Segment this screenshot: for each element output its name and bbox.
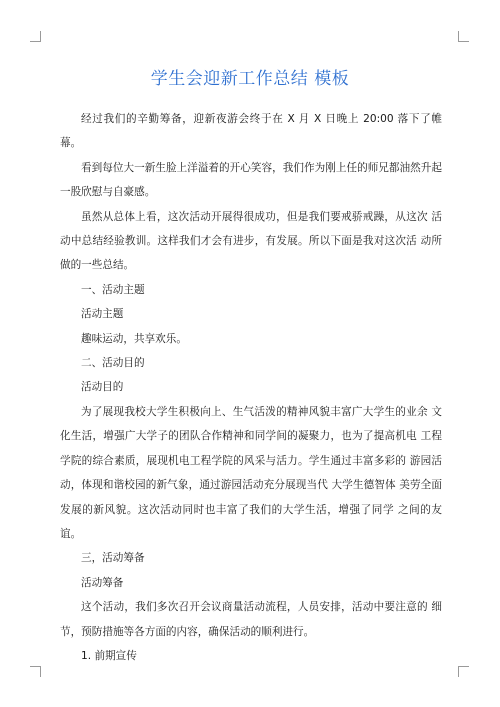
paragraph-freshmen-smiles: 看到每位大一新生脸上洋溢着的开心笑容，我们作为刚上任的师兄都油然升起 一股欣慰与自豪感。 bbox=[60, 161, 442, 199]
paragraph-intro: 经过我们的辛勤筹备，迎新夜游会终于在 X 月 X 日晚上 20:00 落下了帷幕。 bbox=[60, 113, 442, 150]
document-body bbox=[60, 107, 442, 668]
paragraph-preparation: 这个活动，我们多次召开会议商量活动流程，人员安排，活动中要注意的 细节，预防措施等各方面的内容，确保活动的顺利进行。 bbox=[60, 601, 442, 638]
subheading-purpose: 活动目的 bbox=[81, 381, 124, 394]
crop-mark-top-left bbox=[30, 31, 41, 42]
section-heading-theme: 一、活动主题 bbox=[81, 283, 145, 296]
crop-mark-bottom-right bbox=[458, 666, 469, 677]
subheading-theme: 活动主题 bbox=[81, 308, 124, 321]
list-item-publicity: 1. 前期宣传 bbox=[81, 649, 137, 662]
paragraph-purpose: 为了展现我校大学生积极向上、生气活泼的精神风貌丰富广大学生的业余 文化生活，增强广大学子的团队合作精神和同学间的凝聚力，也为了提高机电 工程学院的综合素质，展现机电工程学院的风采与活力。学生通过丰富多彩的 游园活动，体现和谐校园的新气象，通过游园活动充分展现当代 大学生德智体 美劳全面发展的新风貌。这次活动同时也丰富了我们的大学生活，增强了同学 之间的友谊。 bbox=[60, 405, 442, 540]
crop-mark-bottom-left bbox=[30, 666, 41, 677]
paragraph-summary-purpose: 虽然从总体上看，这次活动开展得很成功，但是我们要戒骄戒躁，从这次 活动中总结经验教训。这样我们才会有进步，有发展。所以下面是我对这次活 动所做的一些总结。 bbox=[60, 210, 442, 272]
crop-mark-top-right bbox=[458, 31, 469, 42]
section-heading-purpose: 二、活动目的 bbox=[81, 357, 145, 370]
document-title: 学生会迎新工作总结 模板 bbox=[150, 69, 350, 89]
theme-text: 趣味运动，共享欢乐。 bbox=[81, 332, 187, 345]
subheading-preparation: 活动筹备 bbox=[81, 576, 124, 589]
section-heading-preparation: 三，活动筹备 bbox=[81, 552, 145, 565]
